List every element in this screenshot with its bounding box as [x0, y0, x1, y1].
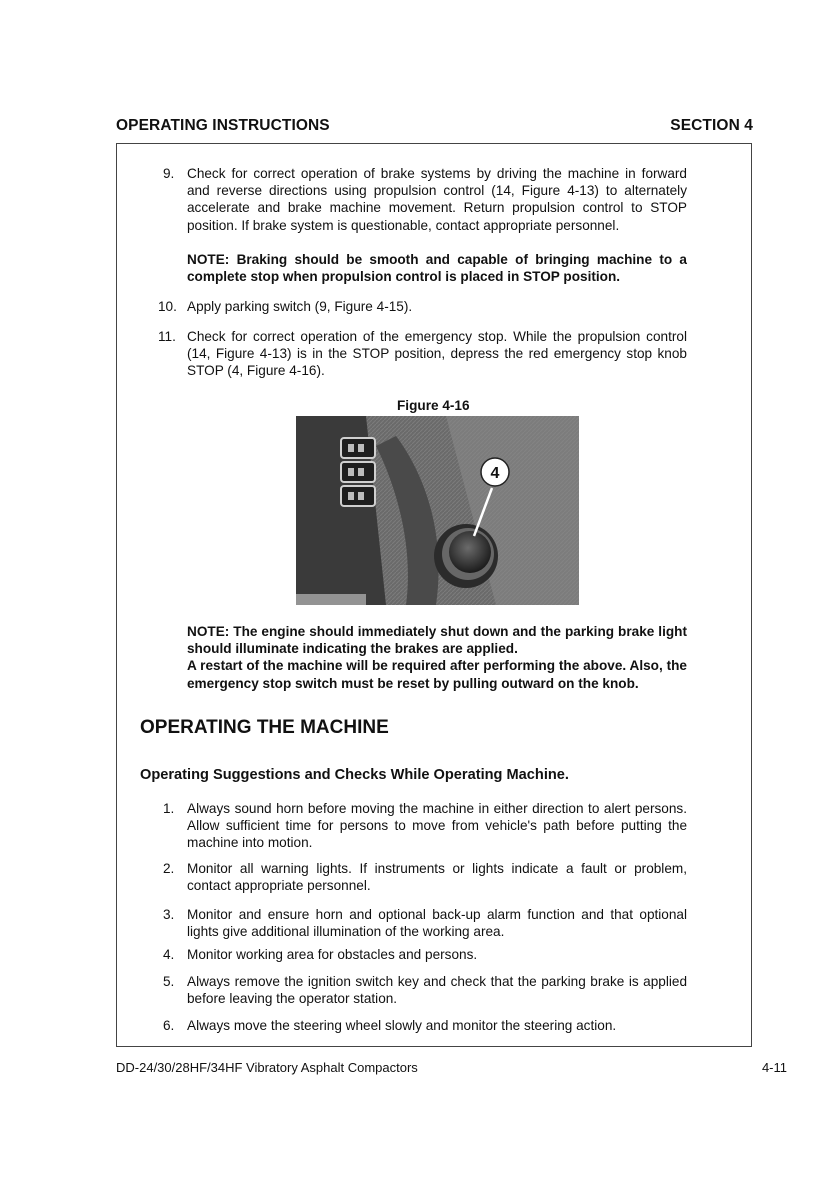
step-1 — [163, 800, 687, 852]
step-text: Apply parking switch (9, Figure 4-15). — [187, 299, 413, 314]
subsection-heading: Operating Suggestions and Checks While Operating Machine. — [140, 767, 569, 783]
emergency-stop-illustration — [296, 416, 579, 605]
section-heading: OPERATING THE MACHINE — [140, 717, 389, 738]
step-text: Monitor working area for obstacles and persons. — [187, 947, 478, 962]
step-number: 2. — [163, 861, 175, 876]
note-braking: NOTE: Braking should be smooth and capable of bringing machine to a complete stop when propulsion control is placed in STOP position. — [187, 252, 687, 285]
step-number: 9. — [163, 166, 175, 181]
step-number: 3. — [163, 907, 175, 922]
note-line-2: A restart of the machine will be required after performing the above. Also, the emergency stop switch must be reset by pulling outward on the knob. — [187, 658, 687, 691]
step-11 — [158, 328, 687, 380]
header-section-title: OPERATING INSTRUCTIONS — [116, 117, 330, 134]
footer-document-title: DD-24/30/28HF/34HF Vibratory Asphalt Compactors — [116, 1060, 418, 1075]
step-6 — [163, 1017, 687, 1034]
step-number: 10. — [158, 299, 177, 314]
step-3 — [163, 906, 687, 940]
step-number: 4. — [163, 947, 175, 962]
step-text: Always move the steering wheel slowly and monitor the steering action. — [187, 1018, 617, 1033]
step-text: Monitor all warning lights. If instruments or lights indicate a fault or problem, contact appropriate personnel. — [187, 861, 687, 894]
step-text: Check for correct operation of brake systems by driving the machine in forward and reverse directions using propulsion control (14, Figure 4-13) to alternately accelerate and brake machine movement. Return propulsion control to STOP position. If brake system is questionable, contact appropriate personnel. — [187, 166, 687, 233]
step-number: 5. — [163, 974, 175, 989]
step-number: 6. — [163, 1018, 175, 1033]
step-text: Always remove the ignition switch key and check that the parking brake is applied before leaving the operator station. — [187, 974, 687, 1007]
callout-number: 4 — [490, 465, 500, 482]
step-text: Check for correct operation of the emergency stop. While the propulsion control (14, Figure 4-13) is in the STOP position, depress the red emergency stop knob STOP (4, Figure 4-16). — [187, 329, 687, 379]
step-text: Monitor and ensure horn and optional back-up alarm function and that optional lights give additional illumination of the working area. — [187, 907, 687, 940]
figure-title: Figure 4-16 — [397, 398, 470, 413]
step-number: 1. — [163, 801, 175, 816]
emergency-stop-photo — [296, 416, 579, 605]
step-number: 11. — [158, 329, 176, 344]
footer-page-number: 4-11 — [761, 1060, 787, 1075]
step-10 — [158, 298, 682, 315]
step-2 — [163, 860, 687, 894]
header-section-number: SECTION 4 — [670, 117, 753, 134]
step-4 — [163, 946, 687, 963]
note-line-1: NOTE: The engine should immediately shut down and the parking brake light should illuminate indicating the brakes are applied. — [187, 624, 687, 657]
note-engine-shutdown — [187, 623, 687, 692]
step-9 — [163, 165, 687, 234]
step-text: Always sound horn before moving the machine in either direction to alert persons. Allow sufficient time for persons to move from vehicle's path before putting the machine into motion. — [187, 801, 687, 851]
step-5 — [163, 973, 687, 1007]
